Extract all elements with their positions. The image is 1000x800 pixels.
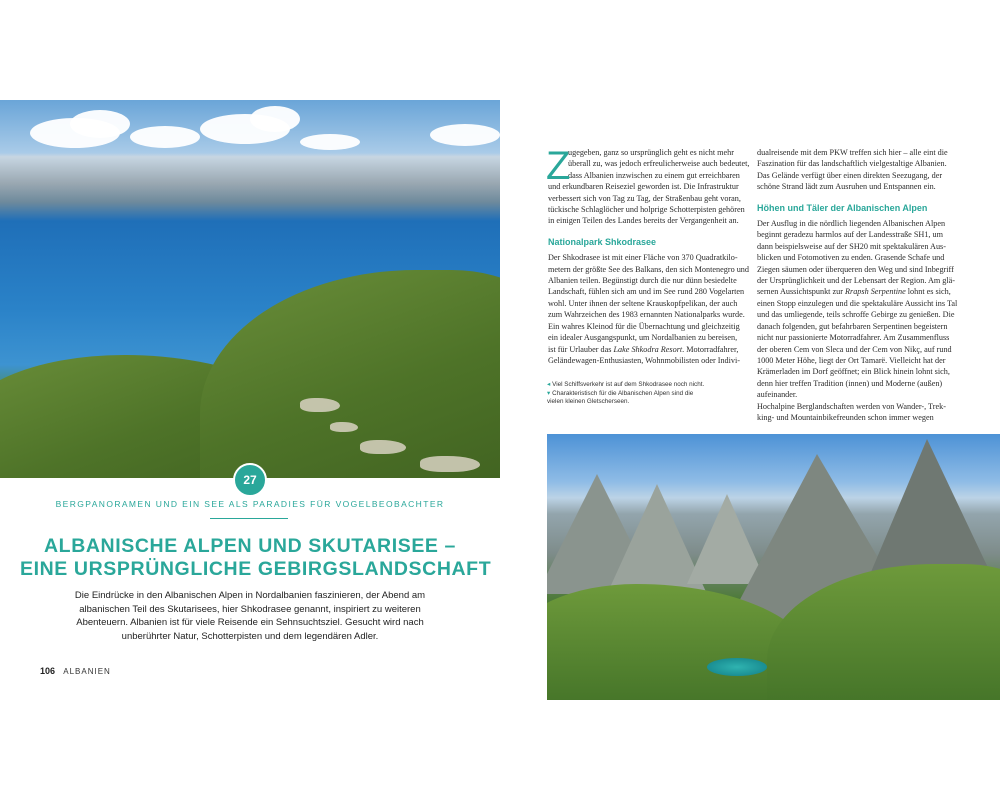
folio-section: ALBANIEN	[63, 667, 111, 676]
text-line: Das Gelände verfügt über einen direkten Seezugang, der	[757, 170, 943, 180]
text-line: 1000 Meter Höhe, liegt der Ort Tamarë. Vielleicht hat der	[757, 355, 946, 365]
text-line: Geländewagen-Enthusiasten, Wohnmobilisten oder Indivi-	[548, 355, 741, 365]
body-column-2	[757, 147, 977, 423]
caption-mountains: ▾ Charakteristisch für die Albanischen Alpen sind die	[547, 389, 694, 397]
text-line: verbessert sich von Tag zu Tag, der Straßenbau geht voran,	[548, 193, 741, 203]
text-line: Hochalpine Berglandschaften werden von Wander-, Trek-	[757, 401, 946, 411]
text-line: Der Shkodrasee ist mit einer Fläche von 370 Quadratkilo-	[548, 253, 738, 263]
text-line: und das umliegende, teils schroffe Gebirge zu genießen. Die	[757, 310, 955, 320]
text-line: ugegeben, ganz so ursprünglich geht es nicht mehr	[568, 148, 734, 157]
text-line: king- und Mountainbikefreunden schon immer wegen	[757, 412, 934, 422]
article-headline	[20, 535, 492, 581]
text-line: dualreisende mit dem PKW treffen sich hier – alle eint die	[757, 148, 948, 157]
intro-line: unberührter Natur, Schotterpisten und dem legendären Adler.	[121, 630, 379, 642]
arrow-left-icon: ◂	[547, 381, 551, 388]
text-line: ein idealer Ausgangspunkt, um Nordalbanien zu bereisen,	[548, 333, 738, 343]
headline-line-2: EINE URSPRÜNGLICHE GEBIRGSLANDSCHAFT	[20, 558, 492, 580]
text-line: blicken und Fotomotiven zu enden. Grasende Schafe und	[757, 253, 945, 263]
text-line: Ein wahres Kleinod für die Übernachtung und gleichzeitig	[548, 321, 740, 331]
text-line: denn hier treffen Tradition (innen) und Moderne (außen)	[757, 378, 943, 388]
text-line: der oberen Cem von Sleca und der Cem von Nikç, auf rund	[757, 344, 952, 354]
intro-paragraph	[60, 589, 440, 643]
lake-photo	[0, 100, 500, 478]
text-line: dass Albanien inzwischen zu einem gut erreichbaren	[568, 170, 740, 180]
text-line: Der Ausflug in die nördlich liegenden Albanischen Alpen	[757, 219, 946, 229]
text-line: Faszination für das landschaftlich vielgestaltige Albanien.	[757, 159, 947, 169]
subheading: Nationalpark Shkodrasee	[548, 236, 657, 247]
subheading: Höhen und Täler der Albanischen Alpen	[757, 202, 928, 213]
folio	[40, 666, 111, 676]
text-line: nicht nur passionierte Motorradfahrer. Am Zusammenfluss	[757, 333, 950, 343]
intro-line: Die Eindrücke in den Albanischen Alpen in Nordalbanien faszinieren, der Abend am	[74, 590, 426, 601]
text-line: Albanien teilen. Begünstigt durch die nur dünn besiedelte	[548, 276, 737, 286]
text-line: der Ursprünglichkeit und der Lebensart der Region. Am glä-	[757, 276, 956, 286]
text-line: tückische Schlaglöcher und holprige Schotterpisten gehören	[548, 205, 745, 215]
text-line: danach folgenden, gut befahrbaren Serpentinen begeistern	[757, 321, 948, 331]
text-line: Ziegen säumen oder überqueren den Weg und sind Inbegriff	[757, 264, 954, 274]
mountains-photo	[547, 434, 1000, 700]
text-line: überall zu, was jedoch erfreulicherweise auch bedeutet,	[568, 159, 750, 169]
text-line: beginnt geradezu harmlos auf der Landesstraße SH1, um	[757, 230, 943, 240]
caption-lake: ◂ Viel Schiffsverkehr ist auf dem Shkodrasee noch nicht.	[547, 381, 705, 388]
text-line: aufeinander.	[757, 390, 798, 400]
headline-line-1: ALBANISCHE ALPEN UND SKUTARISEE –	[44, 535, 456, 557]
text-line: metern der größte See des Balkans, den sich Montenegro und	[548, 264, 749, 274]
text-line: Krämerladen im Dorf geöffnet; ein Blick hinein lohnt sich,	[757, 367, 950, 377]
text-line: und erkundbaren Reiseziel geworden ist. Die Infrastruktur	[548, 182, 739, 192]
text-line: schöne Strand lädt zum Ausruhen und Entspannen ein.	[757, 182, 936, 192]
arrow-down-icon: ▾	[547, 389, 551, 397]
text-line: zum Wahrzeichen des 1983 ernannten Nationalparks wurde.	[548, 310, 745, 320]
text-line: Landschaft, fühlen sich am und im See rund 280 Vogelarten	[548, 287, 745, 297]
intro-line: albanischen Teil des Skutarisees, hier Shkodrasee genannt, inspiriert zu weiteren	[79, 603, 421, 615]
text-line: einen Stopp einzulegen und die spektakuläre Aussicht ins Tal	[757, 298, 958, 308]
caption-mountains-cont: vielen kleinen Gletscherseen.	[547, 398, 630, 405]
page-number-badge: 27	[233, 463, 267, 497]
drop-cap: Z	[546, 144, 571, 188]
folio-page-number: 106	[40, 666, 56, 676]
text-line: dann beispielsweise auf der SH20 mit spektakulären Aus-	[757, 241, 946, 251]
intro-line: Abenteuern. Albanien ist für viele Reisende ein Sehnsuchtsziel. Gesucht wird nach	[76, 617, 424, 628]
text-line: sernen Aussichtspunkt zur Rrapsh Serpentine lohnt es sich,	[757, 287, 951, 297]
kicker-divider	[210, 518, 288, 519]
photo-captions	[547, 381, 727, 407]
text-line: in einigen Teilen des Landes bereits der Vergangenheit an.	[548, 216, 739, 226]
text-line: ist für Urlauber das Lake Shkodra Resort. Motorradfahrer,	[548, 344, 739, 354]
kicker-text: BERGPANORAMEN UND EIN SEE ALS PARADIES FÜR VOGELBEOBACHTER	[55, 499, 445, 509]
body-column-1	[546, 144, 750, 366]
text-line: wohl. Unter ihnen der seltene Krauskopfpelikan, der auch	[548, 298, 738, 308]
